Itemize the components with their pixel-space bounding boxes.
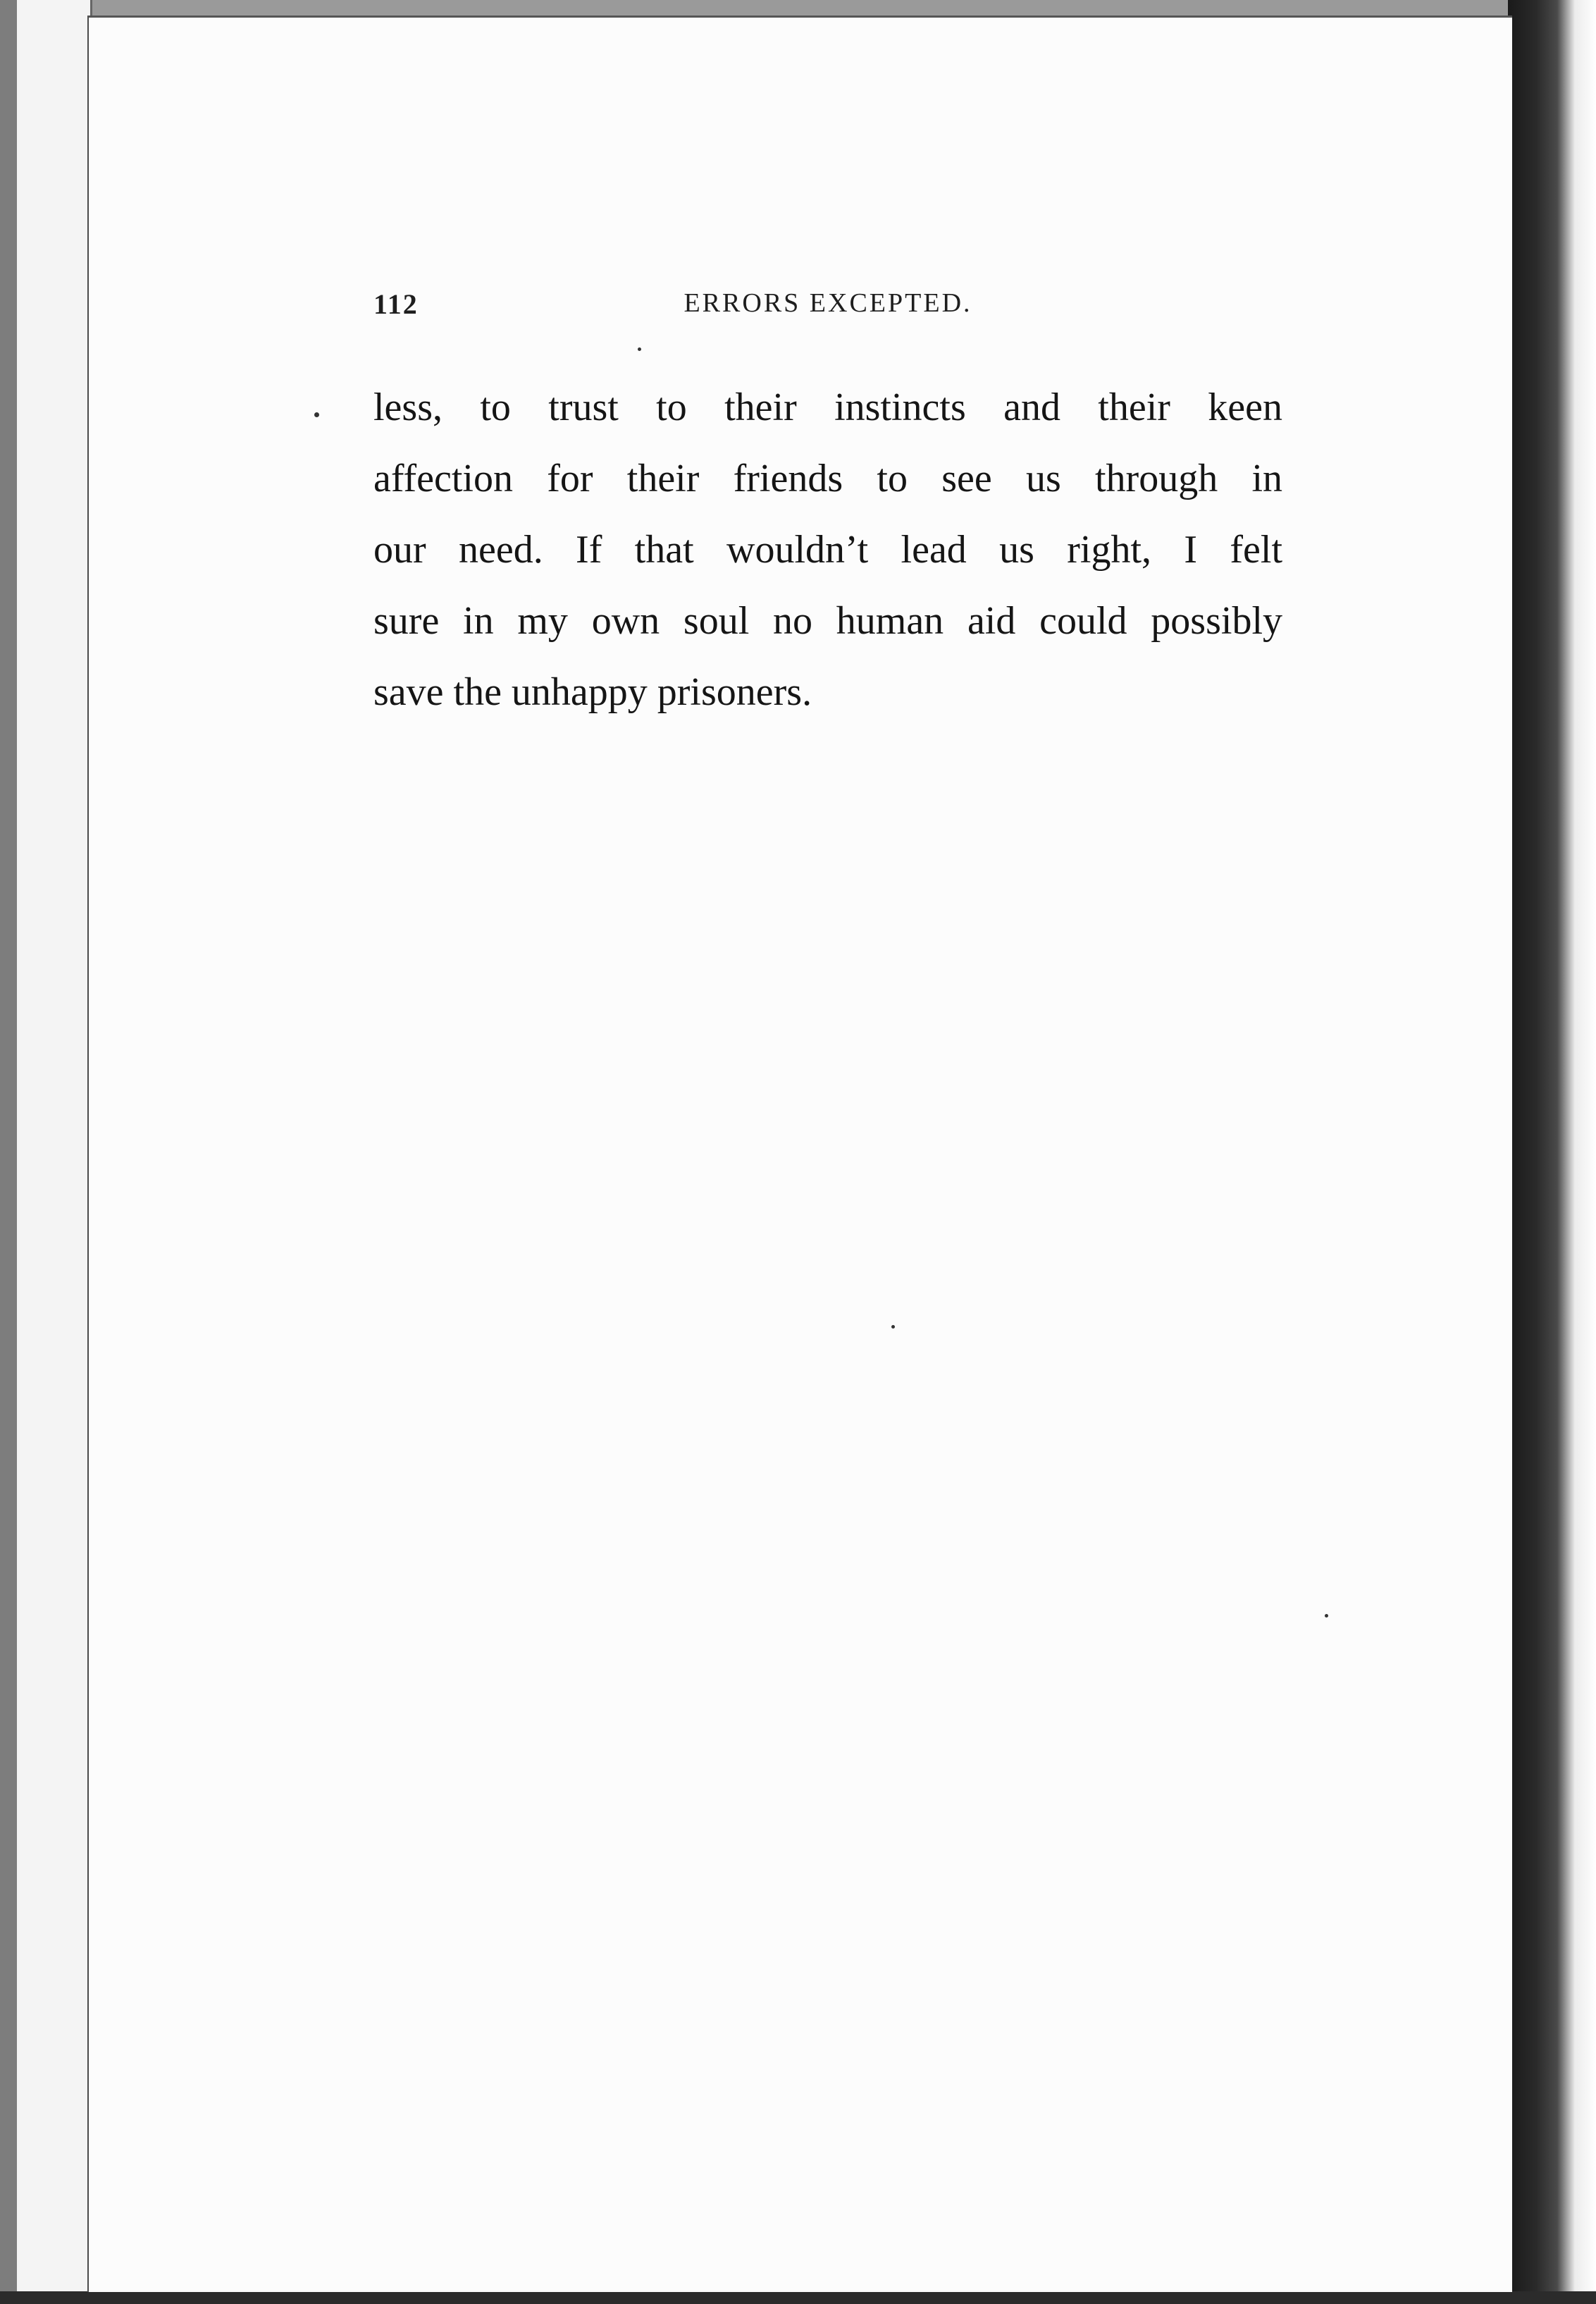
ink-speck — [891, 1325, 895, 1329]
page-number: 112 — [373, 288, 419, 320]
ink-speck — [638, 347, 641, 351]
book-page — [87, 16, 1512, 2292]
running-head — [373, 288, 1282, 330]
text-line: our need. If that wouldn’t lead us right, I felt — [373, 528, 1282, 572]
body-text — [373, 372, 1282, 728]
text-line: sure in my own soul no human aid could possibly — [373, 599, 1282, 643]
ink-speck — [1325, 1614, 1328, 1618]
text-line: affection for their friends to see us through in — [373, 457, 1282, 500]
scan-border — [0, 2291, 1596, 2304]
text-line: save the unhappy prisoners. — [373, 670, 812, 714]
text-line: less, to trust to their instincts and their keen — [373, 386, 1282, 429]
running-title: ERRORS EXCEPTED. — [683, 288, 972, 318]
ink-speck — [314, 412, 319, 417]
book-binding — [1508, 0, 1596, 2304]
